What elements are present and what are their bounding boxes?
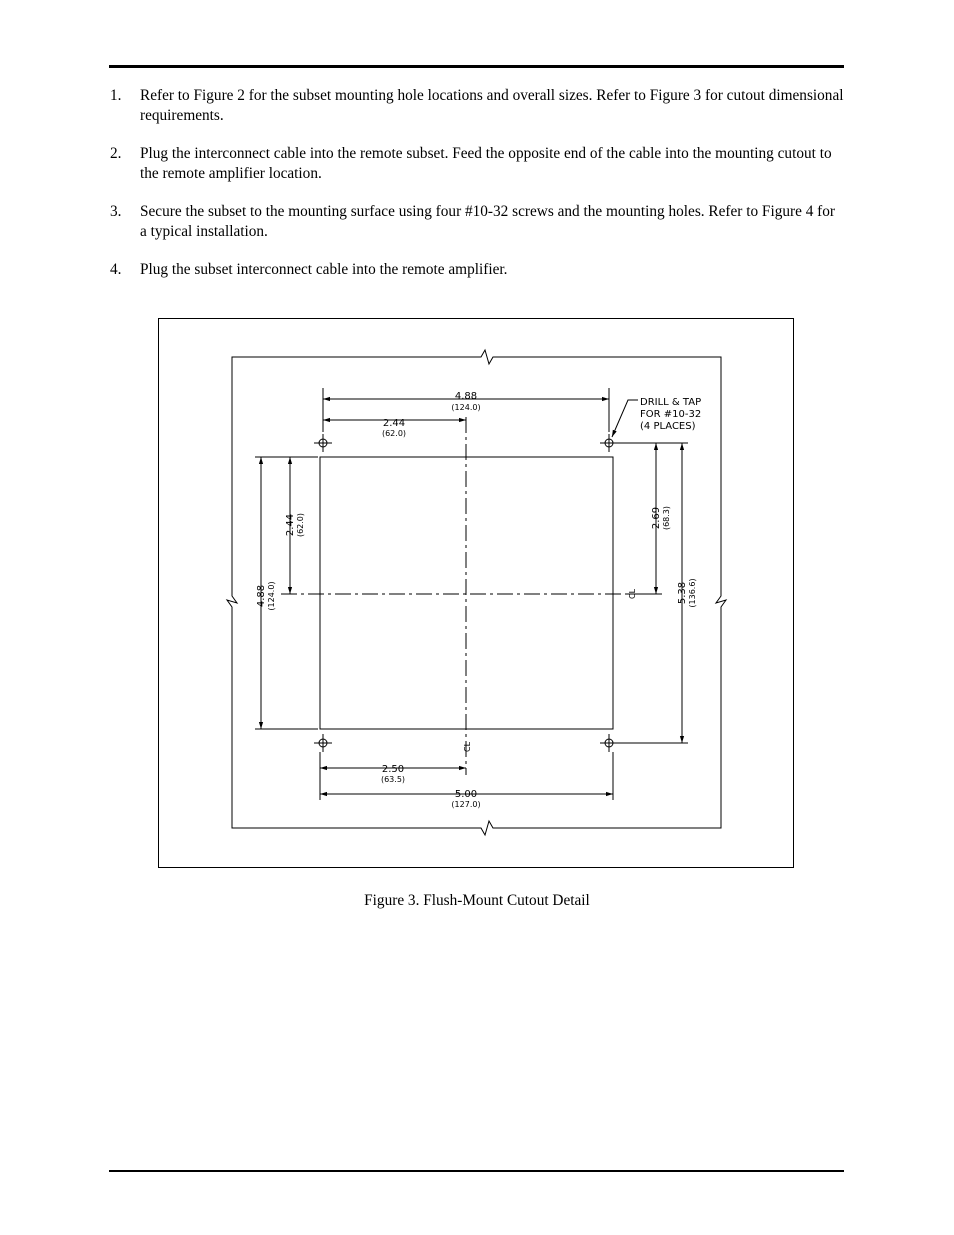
mounting-hole bbox=[314, 434, 332, 452]
dim-top-overall-value: 4.88 bbox=[454, 391, 478, 402]
step-text: Plug the subset interconnect cable into the remote amplifier. bbox=[140, 261, 508, 278]
centerline-mark: CL bbox=[628, 588, 637, 600]
dim-left-half-value: 2.44 bbox=[285, 513, 296, 537]
figure-caption: Figure 3. Flush-Mount Cutout Detail bbox=[364, 892, 590, 909]
dim-top-half-metric: (62.0) bbox=[381, 429, 407, 438]
footer-rule bbox=[109, 1170, 844, 1172]
centerline-mark: CL bbox=[463, 741, 472, 753]
dim-bottom-overall-metric: (127.0) bbox=[451, 800, 481, 809]
step-number: 1. bbox=[110, 87, 122, 104]
step-number: 2. bbox=[110, 145, 122, 162]
dim-top-overall-metric: (124.0) bbox=[451, 403, 481, 412]
mounting-hole bbox=[314, 734, 332, 752]
step-number: 4. bbox=[110, 261, 122, 278]
step-number: 3. bbox=[110, 203, 122, 220]
step-text: Plug the interconnect cable into the remote subset. Feed the opposite end of the cable into the mounting cutout to the remote amplifier location. bbox=[140, 145, 832, 182]
dim-bottom-half-metric: (63.5) bbox=[380, 775, 406, 784]
dim-left-overall-metric: (124.0) bbox=[267, 581, 276, 611]
dim-bottom-half-value: 2.50 bbox=[381, 764, 405, 775]
dim-left-overall-value: 4.88 bbox=[256, 584, 267, 608]
dim-right-overall-value: 5.38 bbox=[677, 581, 688, 605]
note-line-2: FOR #10-32 bbox=[640, 409, 702, 420]
note-leader bbox=[612, 400, 638, 437]
step-text: Secure the subset to the mounting surface using four #10-32 screws and the mounting holes. Refer to Figure 4 for a typical installation. bbox=[140, 203, 836, 240]
mounting-hole bbox=[600, 734, 618, 752]
mounting-hole bbox=[600, 434, 618, 452]
dim-top-half-value: 2.44 bbox=[382, 418, 406, 429]
step-text: Refer to Figure 2 for the subset mounting hole locations and overall sizes. Refer to Figure 3 for cutout dimensional requirements. bbox=[140, 87, 844, 124]
note-line-1: DRILL & TAP bbox=[640, 397, 702, 408]
dim-right-half-value: 2.69 bbox=[651, 506, 662, 530]
dim-left-half-metric: (62.0) bbox=[296, 512, 305, 538]
dim-bottom-overall-value: 5.00 bbox=[454, 789, 478, 800]
dim-right-overall-metric: (136.6) bbox=[688, 578, 697, 608]
note-line-3: (4 PLACES) bbox=[640, 421, 696, 432]
dim-right-half-metric: (68.3) bbox=[662, 505, 671, 531]
